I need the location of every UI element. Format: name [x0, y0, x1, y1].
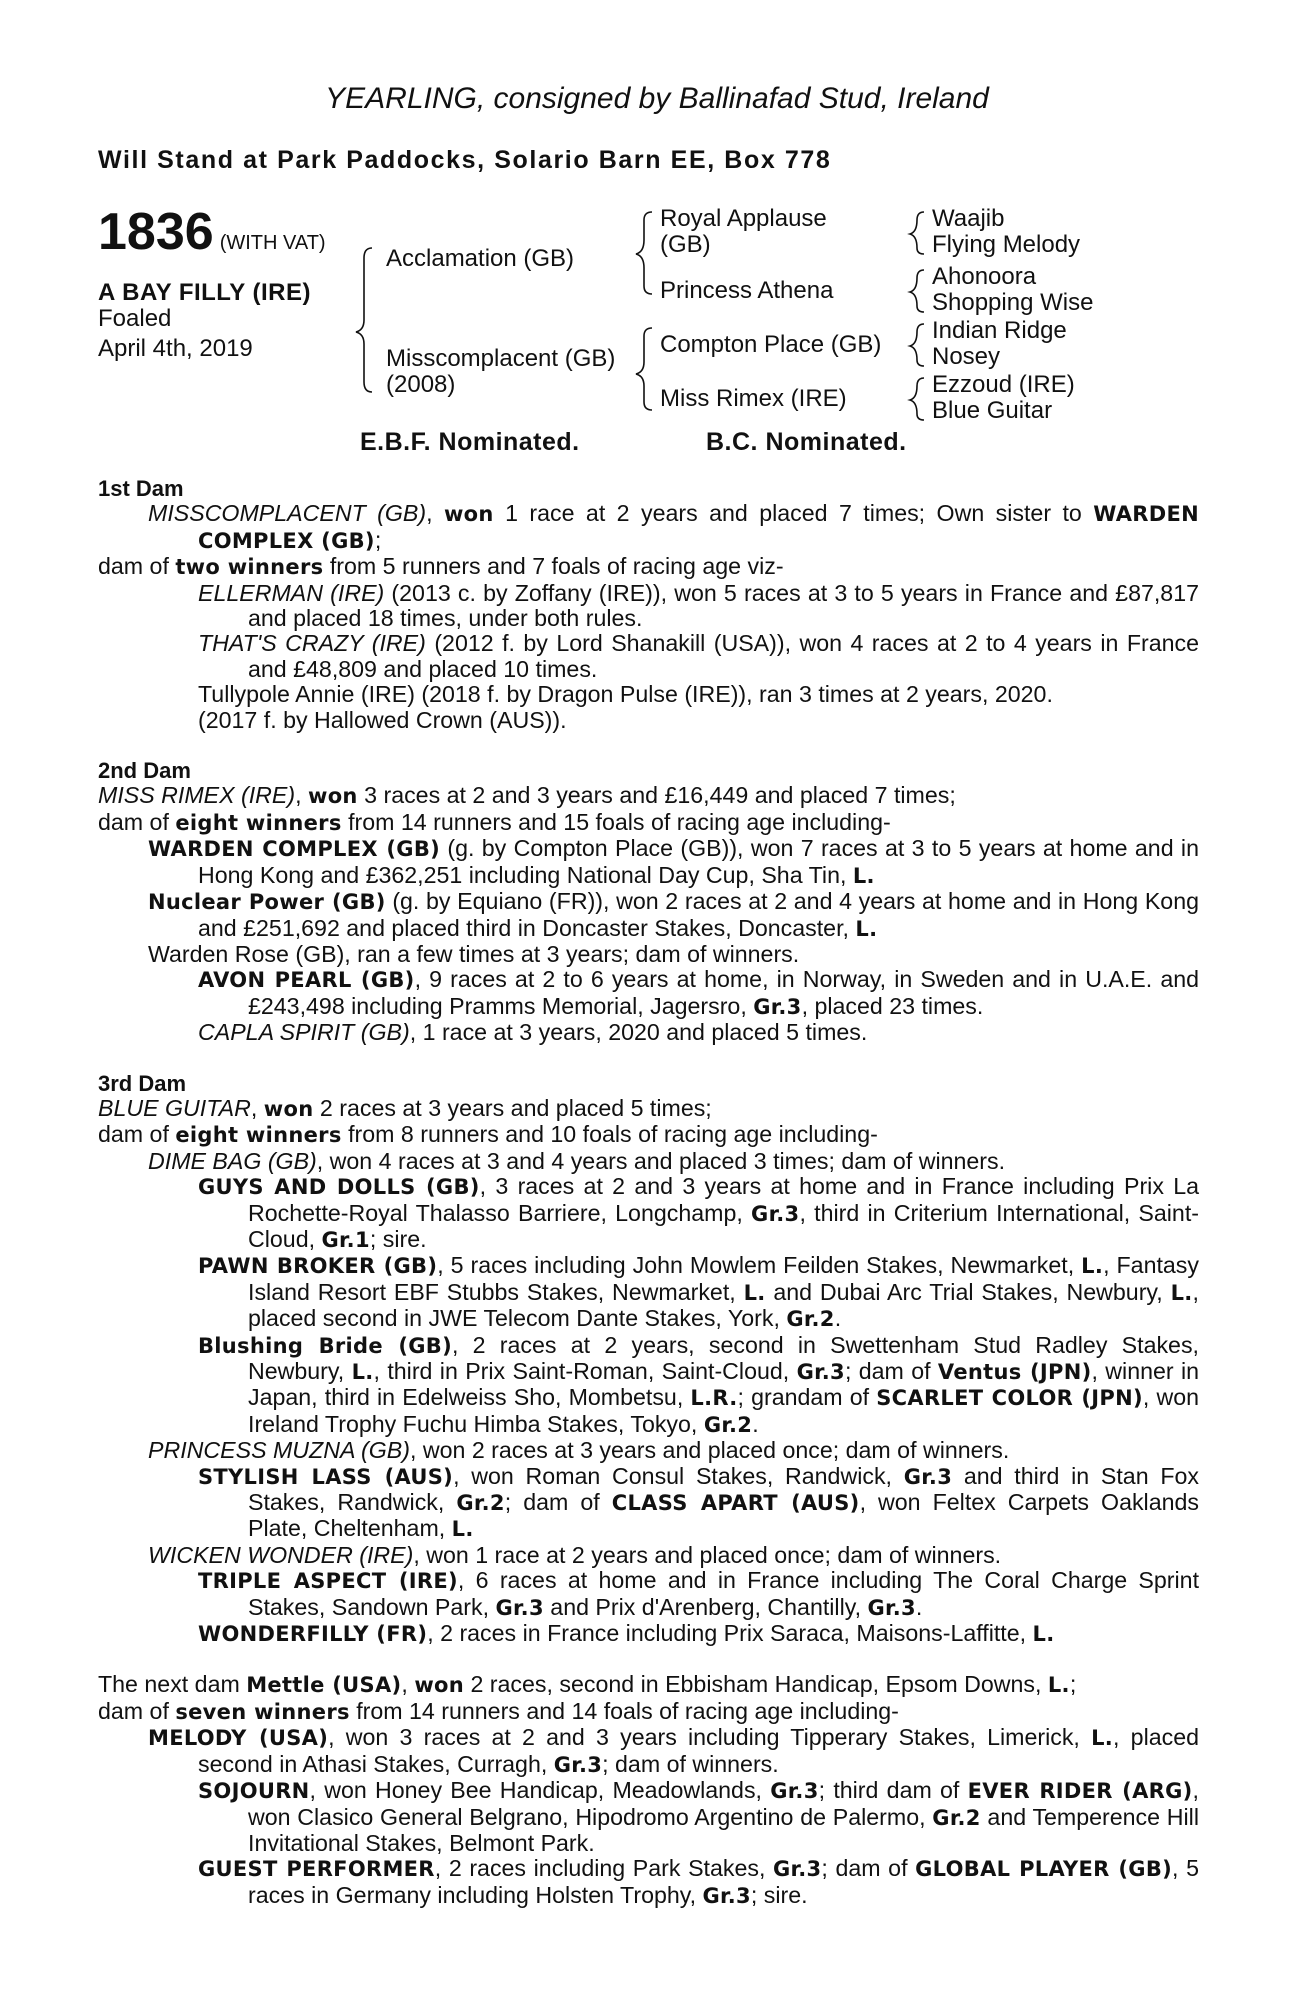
produce-entry: Nuclear Power (GB) (g. by Equiano (FR)), won 2 races at 2 and 4 years at home and in Hong Kong and £251,692 and placed third in Doncaster Stakes, Doncaster, L. [148, 888, 1199, 941]
vat-label: (WITH VAT) [219, 232, 326, 254]
dam-year: (2008) [386, 371, 456, 398]
sdd: Shopping Wise [932, 289, 1094, 316]
produce-entry: PRINCESS MUZNA (GB), won 2 races at 3 years and placed once; dam of winners. [148, 1437, 1010, 1464]
produce-entry: Tullypole Annie (IRE) (2018 f. by Dragon Pulse (IRE)), ran 3 times at 2 years, 2020. [198, 681, 1053, 708]
lot-name: A BAY FILLY (IRE) [98, 279, 311, 306]
produce-summary: dam of eight winners from 14 runners and 15 foals of racing age including- [98, 808, 891, 835]
produce-summary: dam of two winners from 5 runners and 7 foals of racing age viz- [98, 553, 784, 580]
lot-number-value: 1836 [98, 203, 214, 261]
foaled-label: Foaled [98, 305, 172, 332]
section-heading: 2nd Dam [98, 758, 191, 784]
sire-sire: Royal Applause [660, 205, 827, 232]
produce-entry: WARDEN COMPLEX (GB) (g. by Compton Place (GB)), won 7 races at 3 to 5 years at home and in Hong Kong and £362,251 including National Day Cup, Sha Tin, L. [148, 835, 1199, 888]
produce-entry: (2017 f. by Hallowed Crown (AUS)). [198, 706, 567, 733]
produce-entry: Warden Rose (GB), ran a few times at 3 years; dam of winners. [148, 940, 800, 967]
catalogue-body [98, 476, 1199, 1909]
sire-sire-country: (GB) [660, 231, 711, 258]
section-heading: 1st Dam [98, 476, 184, 501]
dds: Ezzoud (IRE) [932, 371, 1075, 398]
produce-entry: CAPLA SPIRIT (GB), 1 race at 3 years, 2020 and placed 5 times. [198, 1019, 868, 1046]
dam-paragraph: MISSCOMPLACENT (GB), won 1 race at 2 years and placed 7 times; Own sister to WARDEN COMPLEX (GB); [148, 500, 1200, 553]
sds: Ahonoora [932, 263, 1037, 290]
dam-dam: Miss Rimex (IRE) [660, 385, 847, 412]
section-heading: 3rd Dam [98, 1070, 187, 1096]
produce-entry: ELLERMAN (IRE) (2013 c. by Zoffany (IRE)), won 5 races at 3 to 5 years in France and £87,817 and placed 18 times, under both rules. [198, 579, 1199, 632]
ssd: Flying Melody [932, 231, 1081, 258]
produce-entry: THAT'S CRAZY (IRE) (2012 f. by Lord Shanakill (USA)), won 4 races at 2 to 4 years in France and £48,809 and placed 10 times. [198, 630, 1200, 682]
sire-name: Acclamation (GB) [386, 245, 575, 272]
produce-entry: WONDERFILLY (FR), 2 races in France including Prix Saraca, Maisons-Laffitte, L. [198, 1620, 1055, 1647]
produce-entry: DIME BAG (GB), won 4 races at 3 and 4 years and placed 3 times; dam of winners. [148, 1147, 1006, 1174]
next-dam-paragraph: The next dam Mettle (USA), won 2 races, second in Ebbisham Handicap, Epsom Downs, L.; [98, 1671, 1077, 1698]
produce-entry: Blushing Bride (GB), 2 races at 2 years, second in Swettenham Stud Radley Stakes, Newbury, L., third in Prix Saint-Roman, Saint-Cloud, Gr.3; dam of Ventus (JPN), winner in Japan, third in Edelweiss Sho, Mombetsu, L.R.; grandam of SCARLET COLOR (JPN), won Ireland Trophy Fuchu Himba Stakes, Tokyo, Gr.2. [198, 1331, 1200, 1437]
produce-entry: AVON PEARL (GB), 9 races at 2 to 6 years at home, in Norway, in Sweden and in U.A.E. and £243,498 including Pramms Memorial, Jagersro, Gr.3, placed 23 times. [198, 966, 1200, 1019]
sire-dam: Princess Athena [660, 277, 834, 304]
pedigree-braces [0, 0, 1314, 460]
dam-paragraph: BLUE GUITAR, won 2 races at 3 years and placed 5 times; [98, 1094, 712, 1121]
produce-entry: SOJOURN, won Honey Bee Handicap, Meadowlands, Gr.3; third dam of EVER RIDER (ARG), won Clasico General Belgrano, Hipodromo Argentino de Palermo, Gr.2 and Temperence Hill Invitational Stakes, Belmont Park. [198, 1777, 1199, 1856]
dss: Indian Ridge [932, 317, 1067, 344]
produce-summary: dam of eight winners from 8 runners and 10 foals of racing age including- [98, 1121, 878, 1148]
dam-sire: Compton Place (GB) [660, 331, 882, 358]
produce-entry: PAWN BROKER (GB), 5 races including John Mowlem Feilden Stakes, Newmarket, L., Fantasy Island Resort EBF Stubbs Stakes, Newmarket, L. and Dubai Arc Trial Stakes, Newbury, L., placed second in JWE Telecom Dante Stakes, York, Gr.2. [198, 1252, 1199, 1332]
ebf-nominated: E.B.F. Nominated. [360, 428, 580, 456]
ddd: Blue Guitar [932, 397, 1053, 424]
consignment-subtitle: YEARLING, consigned by Ballinafad Stud, Ireland [325, 82, 989, 115]
produce-entry: TRIPLE ASPECT (IRE), 6 races at home and in France including The Coral Charge Sprint Stakes, Sandown Park, Gr.3 and Prix d'Arenberg, Chantilly, Gr.3. [198, 1567, 1200, 1620]
foaled-date: April 4th, 2019 [98, 335, 253, 362]
dsd: Nosey [932, 343, 1001, 370]
produce-entry: GUEST PERFORMER, 2 races including Park Stakes, Gr.3; dam of GLOBAL PLAYER (GB), 5 races in Germany including Holsten Trophy, Gr.3; sire. [198, 1855, 1199, 1908]
dam-paragraph: MISS RIMEX (IRE), won 3 races at 2 and 3 years and £16,449 and placed 7 times; [98, 782, 956, 809]
produce-entry: MELODY (USA), won 3 races at 2 and 3 years including Tipperary Stakes, Limerick, L., placed second in Athasi Stakes, Curragh, Gr.3; dam of winners. [148, 1724, 1199, 1777]
dam-name: Misscomplacent (GB) [386, 345, 616, 372]
stand-location: Will Stand at Park Paddocks, Solario Barn EE, Box 778 [98, 146, 832, 174]
produce-summary: dam of seven winners from 14 runners and 14 foals of racing age including- [98, 1697, 899, 1724]
produce-entry: GUYS AND DOLLS (GB), 3 races at 2 and 3 years at home and in France including Prix La Rochette-Royal Thalasso Barriere, Longchamp, Gr.3, third in Criterium International, Saint-Cloud, Gr.1; sire. [198, 1173, 1199, 1252]
bc-nominated: B.C. Nominated. [706, 428, 907, 456]
pedigree-chart [0, 0, 1314, 460]
produce-entry: WICKEN WONDER (IRE), won 1 race at 2 years and placed once; dam of winners. [148, 1541, 1002, 1568]
sss: Waajib [932, 205, 1005, 232]
produce-entry: STYLISH LASS (AUS), won Roman Consul Stakes, Randwick, Gr.3 and third in Stan Fox Stakes, Randwick, Gr.2; dam of CLASS APART (AUS), won Feltex Carpets Oaklands Plate, Cheltenham, L. [198, 1462, 1199, 1542]
